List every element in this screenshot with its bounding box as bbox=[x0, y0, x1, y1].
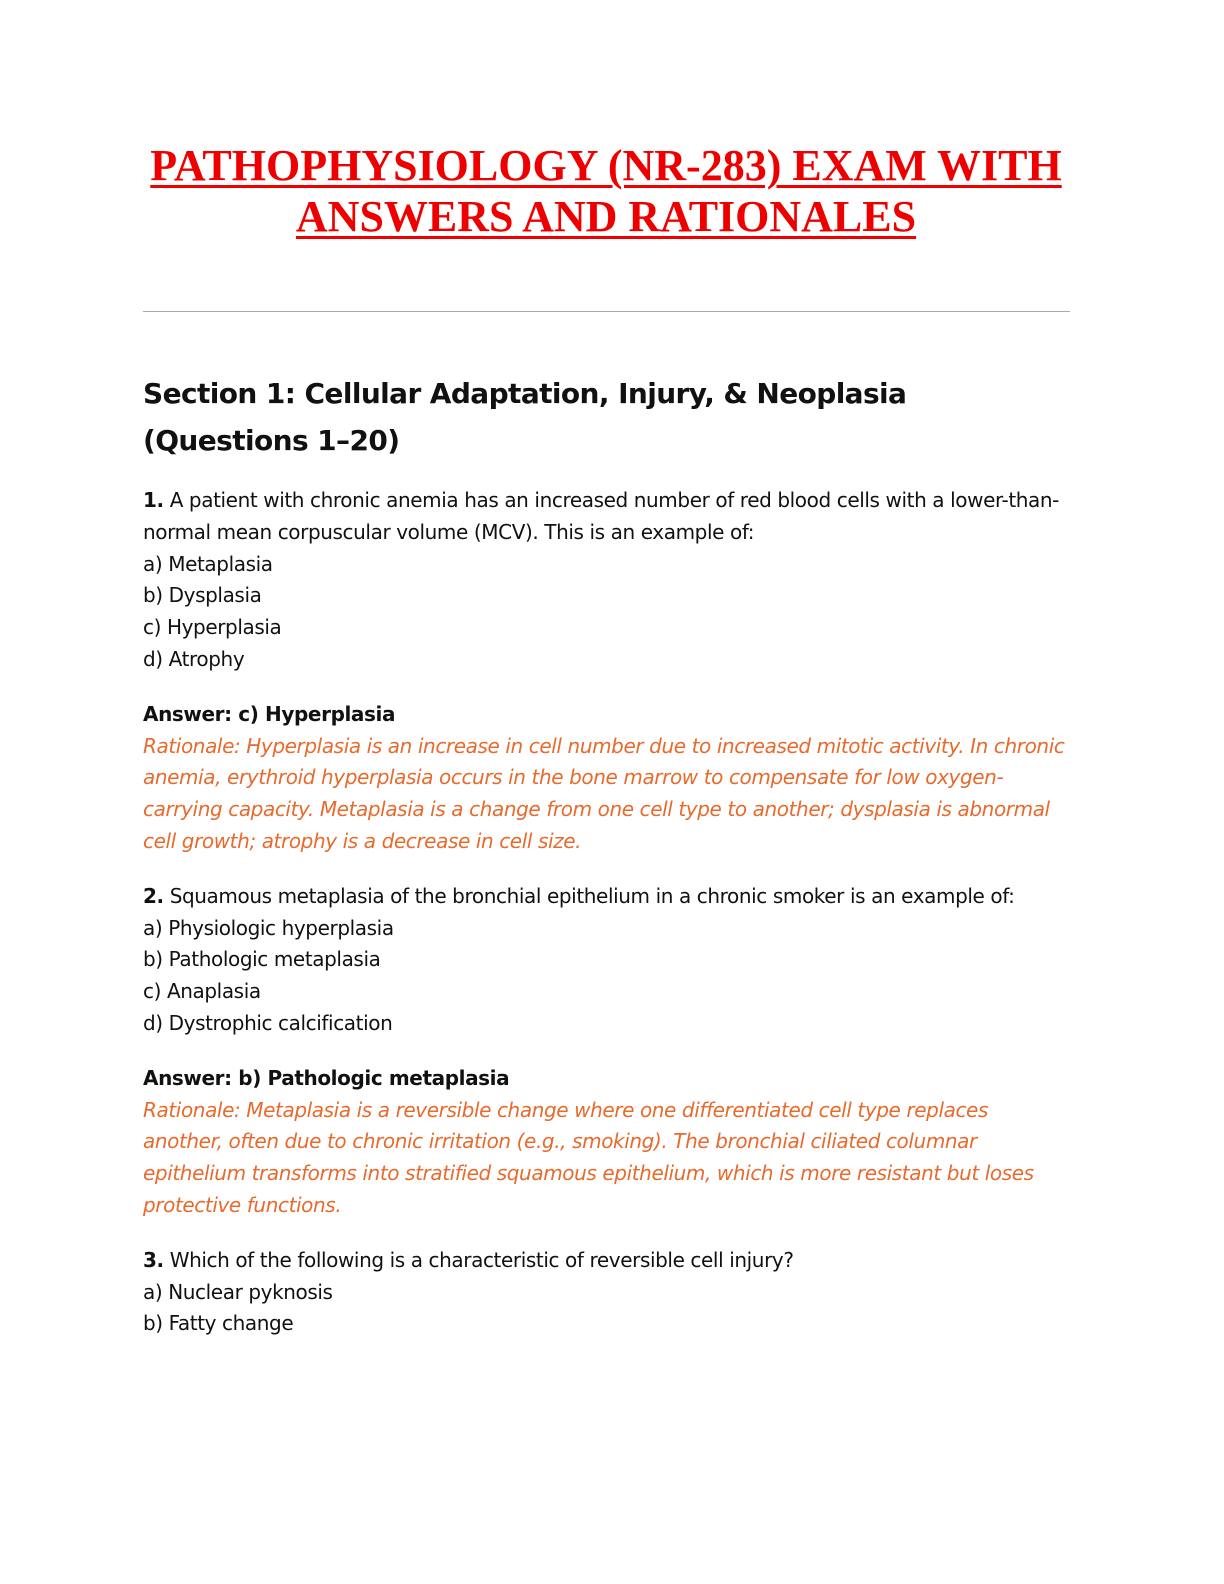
option-a: a) Nuclear pyknosis bbox=[143, 1279, 333, 1304]
question-number: 1. bbox=[143, 488, 164, 512]
rationale-text: Rationale: Hyperplasia is an increase in cell number due to increased mitotic activity. In chronic anemia, erythroid hyperplasia occurs in the bone marrow to compensate for low oxygen-carrying capacity. Metaplasia is a change from one cell type to another; dysplasia is abnormal cell growth; atrophy is a decrease in cell size. bbox=[143, 733, 1065, 853]
document-title bbox=[120, 140, 1092, 242]
title-line-2: ANSWERS AND RATIONALES bbox=[295, 192, 917, 241]
option-c: c) Hyperplasia bbox=[143, 615, 282, 640]
option-a: a) Physiologic hyperplasia bbox=[143, 915, 394, 940]
question-1 bbox=[143, 485, 1073, 676]
question-number: 3. bbox=[143, 1247, 164, 1272]
question-stem bbox=[143, 881, 1073, 913]
question-stem bbox=[143, 485, 1073, 549]
rationale-text: Rationale: Metaplasia is a reversible change where one differentiated cell type replaces another, often due to chronic irritation (e.g., smoking). The bronchial ciliated columnar epithelium transforms into stratified squamous epithelium, which is more resistant but loses protective functions. bbox=[143, 1097, 1034, 1217]
questions-content bbox=[143, 485, 1073, 1340]
answer-block-1 bbox=[143, 699, 1073, 858]
option-a: a) Metaplasia bbox=[143, 551, 273, 576]
option-b: b) Fatty change bbox=[143, 1311, 294, 1336]
option-b: b) Pathologic metaplasia bbox=[143, 947, 381, 972]
horizontal-divider bbox=[143, 311, 1070, 312]
question-2 bbox=[143, 881, 1073, 1040]
answer-text: Answer: c) Hyperplasia bbox=[143, 701, 396, 726]
question-text: Which of the following is a characteristic of reversible cell injury? bbox=[169, 1247, 794, 1272]
title-line-1: PATHOPHYSIOLOGY (NR-283) EXAM WITH bbox=[150, 141, 1062, 190]
section-heading-line-2: (Questions 1–20) bbox=[143, 424, 400, 457]
option-d: d) Atrophy bbox=[143, 646, 245, 671]
question-text: Squamous metaplasia of the bronchial epithelium in a chronic smoker is an example of: bbox=[169, 883, 1015, 908]
option-c: c) Anaplasia bbox=[143, 979, 261, 1004]
answer-block-2 bbox=[143, 1063, 1073, 1222]
option-b: b) Dysplasia bbox=[143, 583, 262, 608]
option-d: d) Dystrophic calcification bbox=[143, 1010, 393, 1035]
section-heading bbox=[143, 370, 1070, 464]
question-stem bbox=[143, 1245, 1073, 1277]
question-3 bbox=[143, 1245, 1073, 1340]
question-number: 2. bbox=[143, 883, 164, 908]
section-heading-line-1: Section 1: Cellular Adaptation, Injury, & Neoplasia bbox=[143, 377, 907, 410]
answer-text: Answer: b) Pathologic metaplasia bbox=[143, 1065, 510, 1090]
question-text: A patient with chronic anemia has an increased number of red blood cells with a lower-than-normal mean corpuscular volume (MCV). This is an example of: bbox=[143, 488, 1060, 544]
